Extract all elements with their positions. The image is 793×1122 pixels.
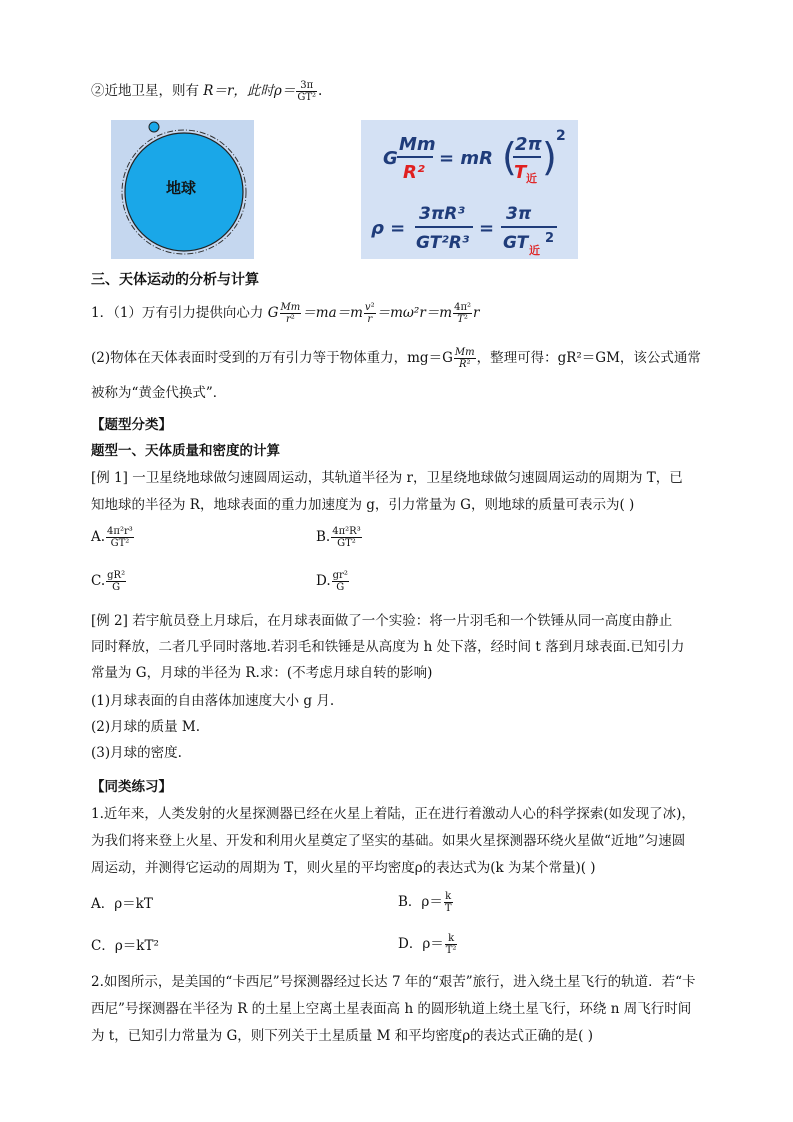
f2-num: 3πR³ — [419, 204, 465, 224]
formula-svg — [361, 120, 578, 259]
practice2-line2: 西尼”号探测器在半径为 R 的土星上空离土星表面高 h 的圆形轨道上绕土星飞行，环绕 n 周飞行时间 — [91, 1001, 692, 1017]
intro-fraction: $\frac{3\pi}{\text{GT²}}$ — [297, 80, 317, 103]
f1-inner-num: 2π — [515, 134, 542, 155]
example2-line1: [例 2] 若宇航员登上月球后，在月球表面做了一个实验：将一片羽毛和一个铁锤从同一高度由静止 — [91, 613, 673, 629]
f1-eq: = mR — [439, 148, 493, 169]
practice1-line3: 周运动，并测得它运动的周期为 T，则火星的平均密度ρ的表达式为(k 为某个常量)( ) — [91, 860, 596, 876]
ex1-option-a[interactable]: A. $\frac{\text{4π²r³}}{\text{GT²}}$ — [91, 526, 133, 549]
earth-label: 地球 — [166, 179, 197, 197]
f2-den2: GT — [503, 233, 529, 253]
f1-lparen: ( — [502, 135, 517, 179]
p1-option-c[interactable]: C．ρ＝kT² — [91, 938, 159, 954]
ex1-option-b[interactable]: B. $\frac{\text{4π²R³}}{\text{GT²}}$ — [316, 526, 361, 549]
practice1-line2: 为我们将来登上火星、开发和利用火星奠定了坚实的基础。如果火星探测器环绕火星做“近地”匀速圆 — [91, 833, 686, 849]
f1-den: R² — [403, 162, 425, 183]
ex1-option-c[interactable]: C. $\frac{\text{gR²}}{G}$ — [91, 570, 126, 593]
intro-prefix: ②近地卫星，则有 — [91, 83, 199, 99]
p1-option-a[interactable]: A．ρ＝kT — [91, 896, 153, 912]
f2-eq: = — [479, 218, 495, 239]
f1-rparen: ) — [542, 135, 557, 179]
p1-option-d[interactable]: D．ρ＝ $\frac{k}{\text{T²}}$ — [398, 933, 457, 956]
practice1-line1: 1.近年来，人类发射的火星探测器已经在火星上着陆，正在进行着激动人心的科学探索(如发现了冰)， — [91, 806, 695, 822]
ex1-option-d[interactable]: D. $\frac{\text{gr²}}{G}$ — [316, 570, 348, 593]
item1-line: 1．（1）万有引力提供向心力 G $\frac{Mm}{\text{r²}}$ ＝ma＝m $\frac{\text{v²}}{r}$ ＝mω²r＝m $\frac{\text{4π²}}{\text{T²}}$ r — [91, 302, 480, 325]
f2-num2: 3π — [506, 204, 532, 224]
type1-title: 题型一、天体质量和密度的计算 — [91, 443, 280, 459]
p1-option-b[interactable]: B．ρ＝ $\frac{k}{T}$ — [398, 891, 452, 914]
f2-pow: 2 — [545, 231, 555, 246]
example2-q2: (2)月球的质量 M. — [91, 719, 201, 735]
f1-pow: 2 — [556, 128, 566, 144]
satellite-dot — [149, 122, 159, 132]
intro-relation: R＝r，此时 — [203, 83, 274, 99]
f2-den: GT²R³ — [416, 233, 470, 253]
example2-q1: (1)月球表面的自由落体加速度大小 g 月. — [91, 693, 335, 709]
example1-line1: [例 1] 一卫星绕地球做匀速圆周运动，其轨道半径为 r，卫星绕地球做匀速圆周运动的周期为 T，已 — [91, 470, 683, 486]
practice-title: 【同类练习】 — [91, 779, 172, 795]
f1-G: G — [383, 148, 398, 169]
f1-sub: 近 — [526, 172, 537, 185]
f1-num: Mm — [399, 134, 436, 155]
f2-sub: 近 — [529, 244, 540, 257]
example1-line2: 知地球的半径为 R，地球表面的重力加速度为 g，引力常量为 G，则地球的质量可表示为( ) — [91, 497, 635, 513]
example2-q3: (3)月球的密度. — [91, 745, 182, 761]
f1-inner-den: T — [514, 162, 527, 183]
item2-line2: 被称为“黄金代换式”． — [91, 385, 227, 401]
f2-rho: ρ = — [371, 218, 406, 239]
section3-title: 三、天体运动的分析与计算 — [91, 272, 259, 288]
earth-figure — [111, 120, 254, 259]
example2-line2: 同时释放，二者几乎同时落地.若羽毛和铁锤是从高度为 h 处下落，经时间 t 落到月球表面.已知引力 — [91, 639, 685, 655]
practice2-line3: 为 t，已知引力常量为 G，则下列关于土星质量 M 和平均密度ρ的表达式正确的是( ) — [91, 1028, 593, 1044]
item2-line1: (2)物体在天体表面时受到的万有引力等于物体重力，mg＝G $\frac{Mm}{\text{R²}}$ ，整理可得：gR²＝GM，该公式通常 — [91, 347, 701, 370]
intro-line: ②近地卫星，则有 R＝r，此时ρ＝ $\frac{3\pi}{\text{GT²}}$ . — [91, 80, 323, 103]
practice2-line1: 2.如图所示，是美国的“卡西尼”号探测器经过长达 7 年的“艰苦”旅行，进入绕土星飞行的轨道．若“卡 — [91, 974, 696, 990]
classify-title: 【题型分类】 — [91, 417, 172, 433]
formula-panel — [361, 120, 578, 259]
item1-text: 1．（1）万有引力提供向心力 — [91, 305, 264, 321]
intro-rho: ρ＝ — [273, 83, 296, 99]
example2-line3: 常量为 G，月球的半径为 R.求：(不考虑月球自转的影响) — [91, 665, 433, 681]
